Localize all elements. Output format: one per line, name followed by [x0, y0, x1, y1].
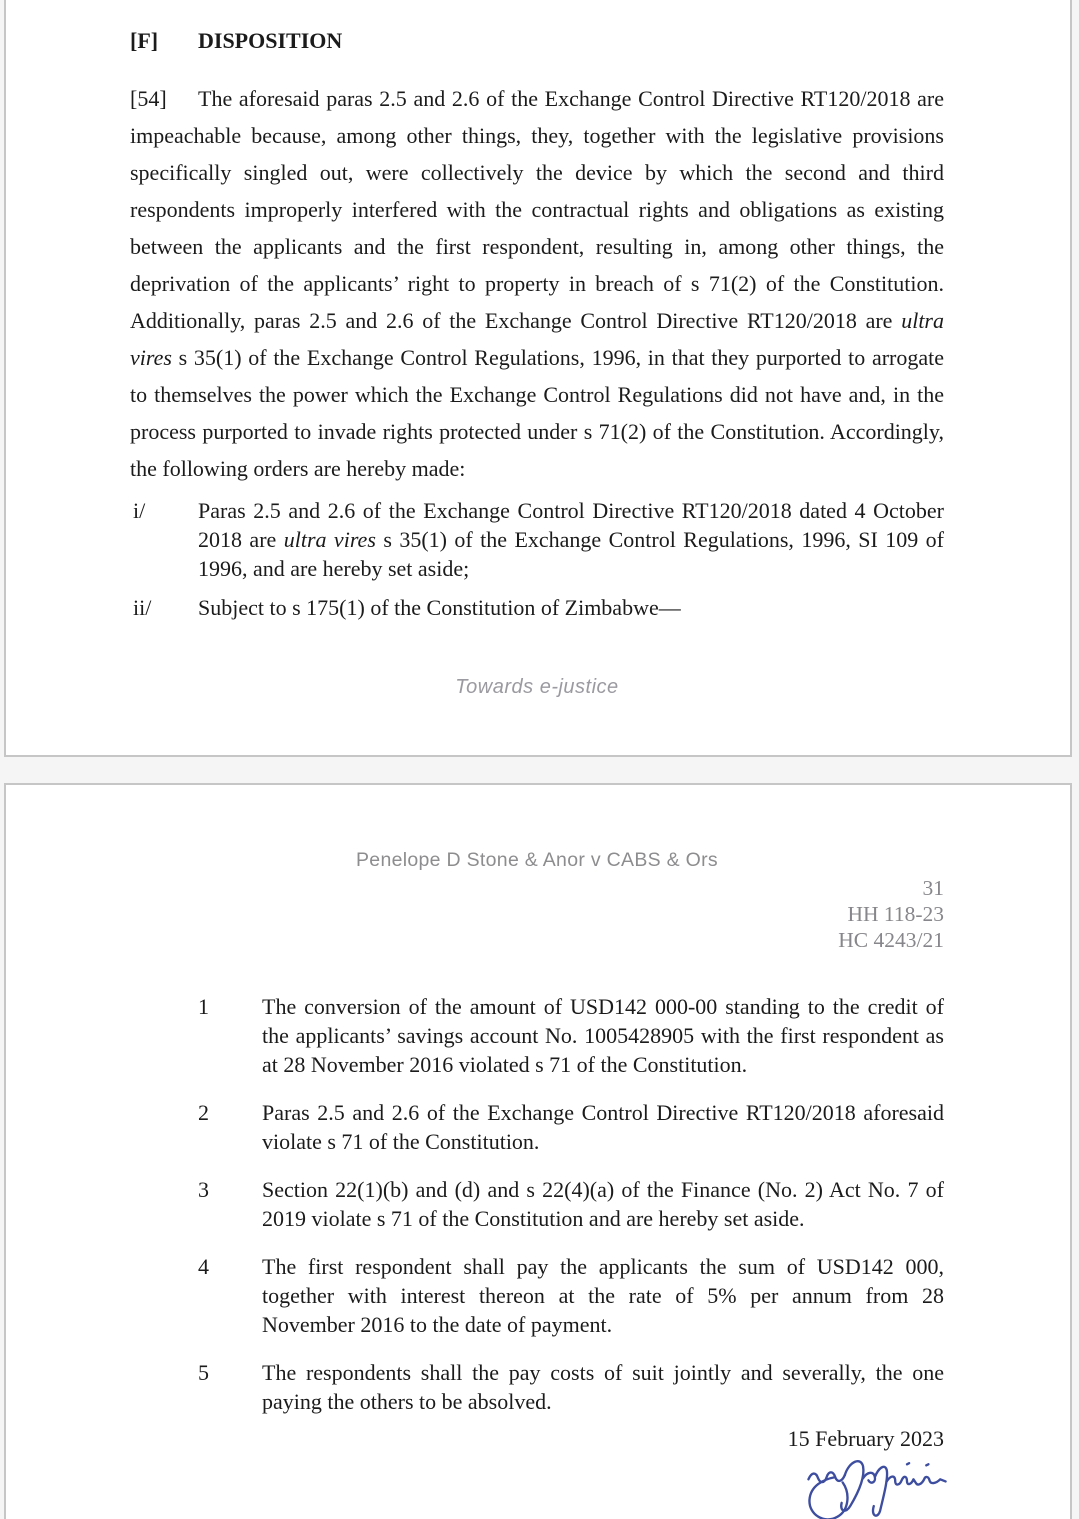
order-number: 5	[198, 1360, 209, 1385]
paragraph-54	[130, 80, 944, 487]
order-text: Paras 2.5 and 2.6 of the Exchange Control Directive RT120/2018 aforesaid violate s 71 of the Constitution.	[262, 1100, 944, 1154]
signature	[802, 1451, 952, 1519]
order-item	[130, 1175, 944, 1233]
section-heading-title: DISPOSITION	[198, 28, 343, 53]
case-title: Penelope D Stone & Anor v CABS & Ors	[356, 849, 718, 871]
handwritten-signature-icon	[802, 1451, 952, 1519]
order-text: The respondents shall the pay costs of suit jointly and severally, the one paying the others to be absolved.	[262, 1360, 944, 1414]
orders-list	[130, 992, 944, 1435]
document-page-1	[4, 0, 1072, 757]
judgment-date: 15 February 2023	[787, 1426, 944, 1451]
order-text: The first respondent shall pay the applicants the sum of USD142 000, together with interest thereon at the rate of 5% per annum from 28 November 2016 to the date of payment.	[262, 1254, 944, 1337]
list-item-text: Subject to s 175(1) of the Constitution of Zimbabwe—	[198, 595, 681, 620]
page-number: 31	[922, 876, 944, 900]
list-item-text: Paras 2.5 and 2.6 of the Exchange Control Directive RT120/2018 dated 4 October 2018 are ultra vires s 35(1) of the Exchange Control Regulations, 1996, SI 109 of 1996, and are hereby set aside;	[198, 498, 944, 581]
order-item	[130, 992, 944, 1079]
ordered-list	[130, 496, 944, 632]
order-number: 1	[198, 994, 209, 1019]
list-item	[130, 593, 944, 622]
section-heading	[130, 28, 342, 54]
footer-slogan: Towards e-justice	[455, 676, 619, 698]
paragraph-54-text: The aforesaid paras 2.5 and 2.6 of the Exchange Control Directive RT120/2018 are impeachable because, among other things, they, together with the legislative provisions specifically singled out, were collectively the device by which the second and third respondents improperly interfered with the contractual rights and obligations as existing between the applicants and the first respondent, resulting in, among other things, the deprivation of the applicants’ right to property in breach of s 71(2) of the Constitution. Additionally, paras 2.5 and 2.6 of the Exchange Control Directive RT120/2018 are ultra vires s 35(1) of the Exchange Control Regulations, 1996, in that they purported to arrogate to themselves the power which the Exchange Control Regulations did not have and, in the process purported to invade rights protected under s 71(2) of the Constitution. Accordingly, the following orders are hereby made:	[130, 86, 944, 481]
header-references	[130, 875, 944, 953]
section-heading-tag: [F]	[130, 28, 159, 53]
list-item-marker: i/	[133, 498, 146, 523]
case-ref: HC 4243/21	[838, 928, 944, 952]
order-number: 3	[198, 1177, 209, 1202]
list-item	[130, 496, 944, 583]
order-text: The conversion of the amount of USD142 000-00 standing to the credit of the applicants’ savings account No. 1005428905 with the first respondent as at 28 November 2016 violated s 71 of the Constitution.	[262, 994, 944, 1077]
order-item	[130, 1098, 944, 1156]
paragraph-54-marker: [54]	[130, 86, 167, 111]
order-item	[130, 1358, 944, 1416]
judgment-ref: HH 118-23	[847, 902, 944, 926]
list-item-marker: ii/	[133, 595, 152, 620]
order-text: Section 22(1)(b) and (d) and s 22(4)(a) of the Finance (No. 2) Act No. 7 of 2019 violate s 71 of the Constitution and are hereby set aside.	[262, 1177, 944, 1231]
order-item	[130, 1252, 944, 1339]
order-number: 4	[198, 1254, 209, 1279]
order-number: 2	[198, 1100, 209, 1125]
document-page-2	[4, 783, 1072, 1519]
